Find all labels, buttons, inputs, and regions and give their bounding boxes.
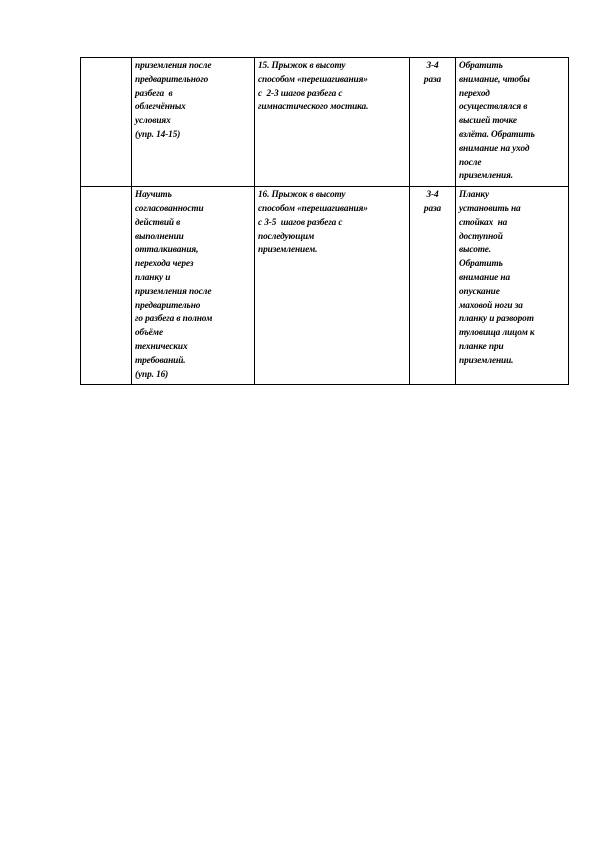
note-line: приземления. (459, 171, 514, 182)
note-line: туловища лицом к (459, 328, 535, 339)
dosage-line: 3-4 (426, 190, 439, 201)
goal-line: условиях (135, 116, 171, 127)
dosage-cell (410, 58, 456, 187)
note-line: стойках на (459, 217, 508, 228)
table-row (81, 187, 569, 385)
note-cell (456, 58, 569, 187)
note-line: маховой ноги за (459, 300, 523, 311)
goal-line: приземления после (135, 286, 212, 297)
exercise-cell (255, 58, 410, 187)
table-row (81, 58, 569, 187)
note-line: переход (459, 88, 490, 99)
dosage-line: раза (423, 74, 442, 85)
note-line: осуществлялся в (459, 102, 528, 113)
dosage-line: раза (423, 203, 442, 214)
exercise-line: способом «перешагивания» (258, 203, 368, 214)
goal-line: выполнении (135, 231, 184, 242)
exercise-line: 15. Прыжок в высоту (258, 61, 346, 71)
note-line: опускание (459, 286, 500, 297)
note-line: Планку (459, 190, 490, 201)
goal-line: предварительно (135, 300, 201, 311)
goal-line: планку и (135, 272, 171, 283)
exercise-line: приземлением. (258, 245, 318, 256)
exercise-line: последующим (258, 231, 315, 242)
goal-line: перехода через (135, 259, 194, 270)
goal-line: Научить (135, 190, 172, 201)
lesson-plan-table (80, 57, 569, 385)
note-line: взлёта. Обратить (459, 129, 535, 140)
note-cell (456, 187, 569, 385)
exercise-line: гимнастического мостика. (258, 102, 369, 113)
note-line: доступной (459, 231, 503, 242)
note-line: внимание на (459, 272, 510, 283)
exercise-line: способом «перешагивания» (258, 74, 368, 85)
goal-line: го разбега в полном (135, 314, 213, 325)
note-line: высшей точке (459, 116, 517, 127)
note-line: внимание на уход (459, 143, 530, 154)
goal-cell (132, 58, 255, 187)
note-line: Обратить (459, 259, 503, 270)
exercise-cell (255, 187, 410, 385)
note-line: Обратить (459, 61, 503, 71)
goal-line: облегчённых (135, 102, 186, 113)
goal-line: предварительного (135, 74, 209, 85)
dosage-line: 3-4 (426, 61, 439, 71)
exercise-line: с 3-5 шагов разбега с (258, 217, 343, 228)
goal-line: согласованности (135, 203, 204, 214)
note-line: внимание, чтобы (459, 74, 530, 85)
note-line: высоте. (459, 245, 492, 256)
exercise-line: 16. Прыжок в высоту (258, 190, 346, 201)
goal-cell (132, 187, 255, 385)
goal-line: разбега в (135, 88, 173, 99)
note-line: установить на (459, 203, 521, 214)
goal-line: объёме (135, 328, 163, 339)
goal-line: технических (135, 341, 188, 352)
note-line: планке при (459, 341, 504, 352)
goal-line: отталкивания, (135, 245, 199, 256)
note-line: планку и разворот (459, 314, 534, 325)
goal-line: (упр. 16) (135, 369, 169, 380)
note-line: приземлении. (459, 355, 514, 366)
exercise-line: с 2-3 шагов разбега с (258, 88, 343, 99)
empty-cell (81, 187, 132, 385)
note-line: после (459, 157, 482, 168)
goal-line: (упр. 14-15) (135, 129, 181, 140)
goal-line: приземления после (135, 61, 212, 71)
empty-cell (81, 58, 132, 187)
goal-line: действий в (135, 217, 181, 228)
goal-line: требований. (135, 355, 186, 366)
dosage-cell (410, 187, 456, 385)
